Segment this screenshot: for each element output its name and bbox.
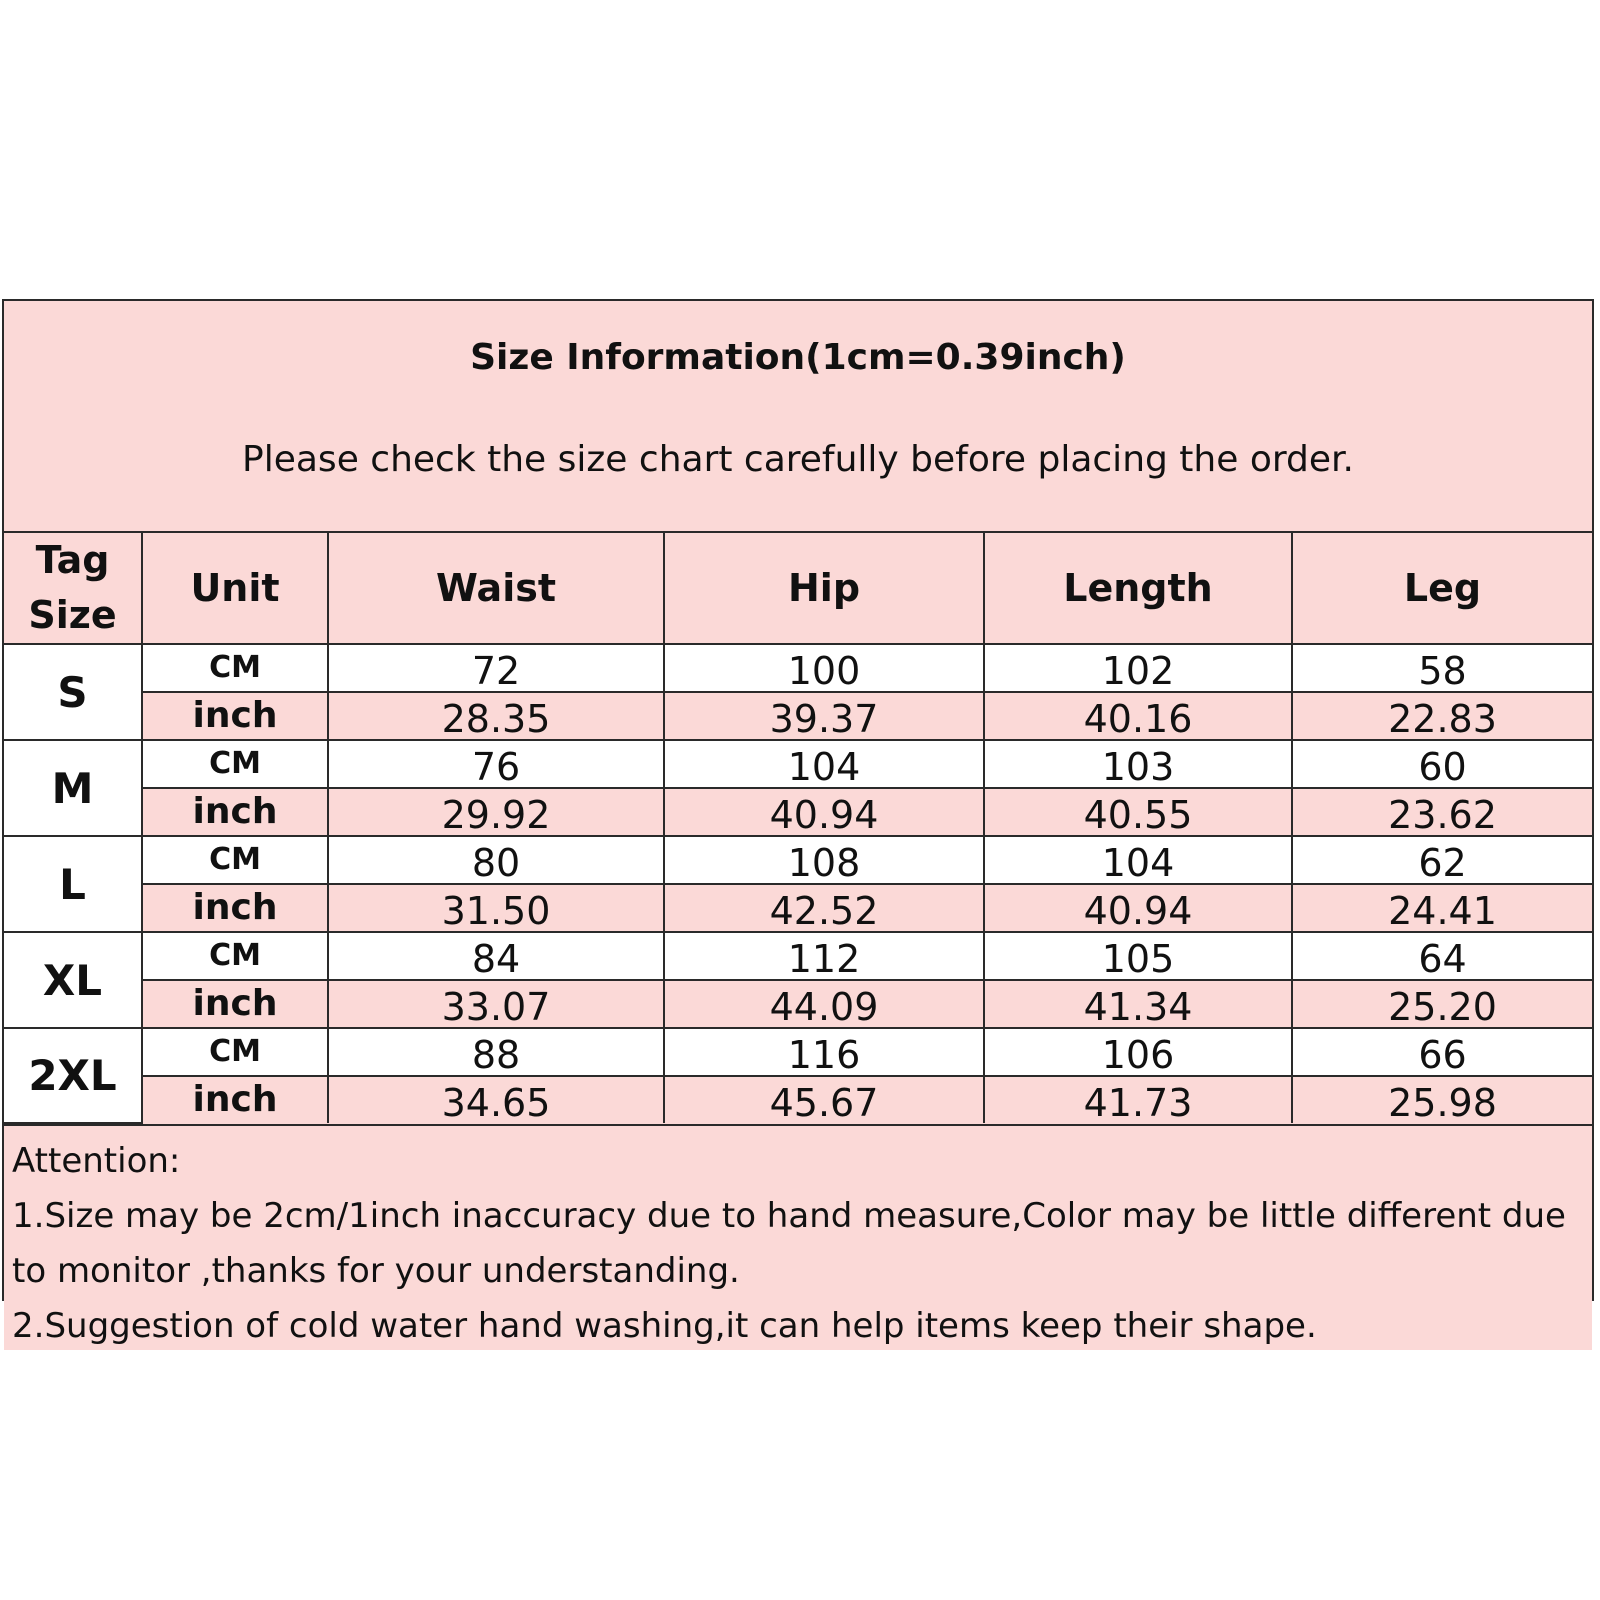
hip-value: 45.67 — [664, 1076, 984, 1123]
waist-value: 34.65 — [328, 1076, 664, 1123]
chart-title: Size Information(1cm=0.39inch) — [470, 337, 1126, 378]
header-tag-line1: Tag — [35, 538, 110, 582]
table-row — [4, 1028, 1592, 1076]
unit-cell: CM — [142, 1028, 328, 1076]
hip-value: 40.94 — [664, 788, 984, 836]
leg-value: 60 — [1292, 740, 1592, 788]
table-row — [4, 644, 1592, 692]
hip-value: 104 — [664, 740, 984, 788]
attention-line-1: 1.Size may be 2cm/1inch inaccuracy due to hand measure,Color may be little different due to monitor ,thanks for your understanding. — [12, 1196, 1566, 1292]
table-row — [4, 836, 1592, 884]
header-tag-size — [4, 533, 142, 644]
hip-value: 44.09 — [664, 980, 984, 1028]
leg-value: 66 — [1292, 1028, 1592, 1076]
unit-cell: inch — [142, 788, 328, 836]
length-value: 106 — [984, 1028, 1292, 1076]
header-length: Length — [984, 533, 1292, 644]
hip-value: 108 — [664, 836, 984, 884]
leg-value: 64 — [1292, 932, 1592, 980]
length-value: 41.73 — [984, 1076, 1292, 1123]
leg-value: 62 — [1292, 836, 1592, 884]
tag-size-cell: 2XL — [4, 1028, 142, 1123]
hip-value: 42.52 — [664, 884, 984, 932]
leg-value: 24.41 — [1292, 884, 1592, 932]
header-row — [4, 533, 1592, 644]
length-value: 102 — [984, 644, 1292, 692]
tag-size-cell: S — [4, 644, 142, 740]
unit-cell: inch — [142, 884, 328, 932]
unit-cell: CM — [142, 836, 328, 884]
size-table — [4, 533, 1592, 1124]
tag-size-cell: L — [4, 836, 142, 932]
waist-value: 33.07 — [328, 980, 664, 1028]
waist-value: 88 — [328, 1028, 664, 1076]
size-chart — [2, 299, 1594, 1347]
table-row — [4, 740, 1592, 788]
length-value: 41.34 — [984, 980, 1292, 1028]
hip-value: 116 — [664, 1028, 984, 1076]
header-waist: Waist — [328, 533, 664, 644]
table-row — [4, 1076, 1592, 1123]
attention-heading: Attention: — [12, 1141, 181, 1182]
table-row — [4, 932, 1592, 980]
table-row — [4, 788, 1592, 836]
hip-value: 112 — [664, 932, 984, 980]
waist-value: 80 — [328, 836, 664, 884]
hip-value: 100 — [664, 644, 984, 692]
table-row — [4, 692, 1592, 740]
length-value: 40.55 — [984, 788, 1292, 836]
hip-value: 39.37 — [664, 692, 984, 740]
length-value: 40.16 — [984, 692, 1292, 740]
unit-cell: inch — [142, 980, 328, 1028]
length-value: 105 — [984, 932, 1292, 980]
waist-value: 72 — [328, 644, 664, 692]
unit-cell: CM — [142, 644, 328, 692]
chart-subtitle: Please check the size chart carefully before placing the order. — [242, 439, 1354, 480]
tag-size-cell: XL — [4, 932, 142, 1028]
header-leg: Leg — [1292, 533, 1592, 644]
header-hip: Hip — [664, 533, 984, 644]
waist-value: 29.92 — [328, 788, 664, 836]
attention-line-2: 2.Suggestion of cold water hand washing,it can help items keep their shape. — [12, 1306, 1317, 1347]
attention-notes — [4, 1124, 1592, 1350]
unit-cell: CM — [142, 740, 328, 788]
header-tag-line2: Size — [28, 593, 117, 638]
header-unit: Unit — [142, 533, 328, 644]
length-value: 104 — [984, 836, 1292, 884]
unit-cell: CM — [142, 932, 328, 980]
leg-value: 23.62 — [1292, 788, 1592, 836]
length-value: 40.94 — [984, 884, 1292, 932]
waist-value: 84 — [328, 932, 664, 980]
table-row — [4, 980, 1592, 1028]
waist-value: 28.35 — [328, 692, 664, 740]
leg-value: 25.20 — [1292, 980, 1592, 1028]
unit-cell: inch — [142, 1076, 328, 1123]
leg-value: 25.98 — [1292, 1076, 1592, 1123]
waist-value: 76 — [328, 740, 664, 788]
waist-value: 31.50 — [328, 884, 664, 932]
tag-size-cell: M — [4, 740, 142, 836]
leg-value: 58 — [1292, 644, 1592, 692]
length-value: 103 — [984, 740, 1292, 788]
leg-value: 22.83 — [1292, 692, 1592, 740]
title-block — [4, 301, 1592, 533]
table-row — [4, 884, 1592, 932]
unit-cell: inch — [142, 692, 328, 740]
